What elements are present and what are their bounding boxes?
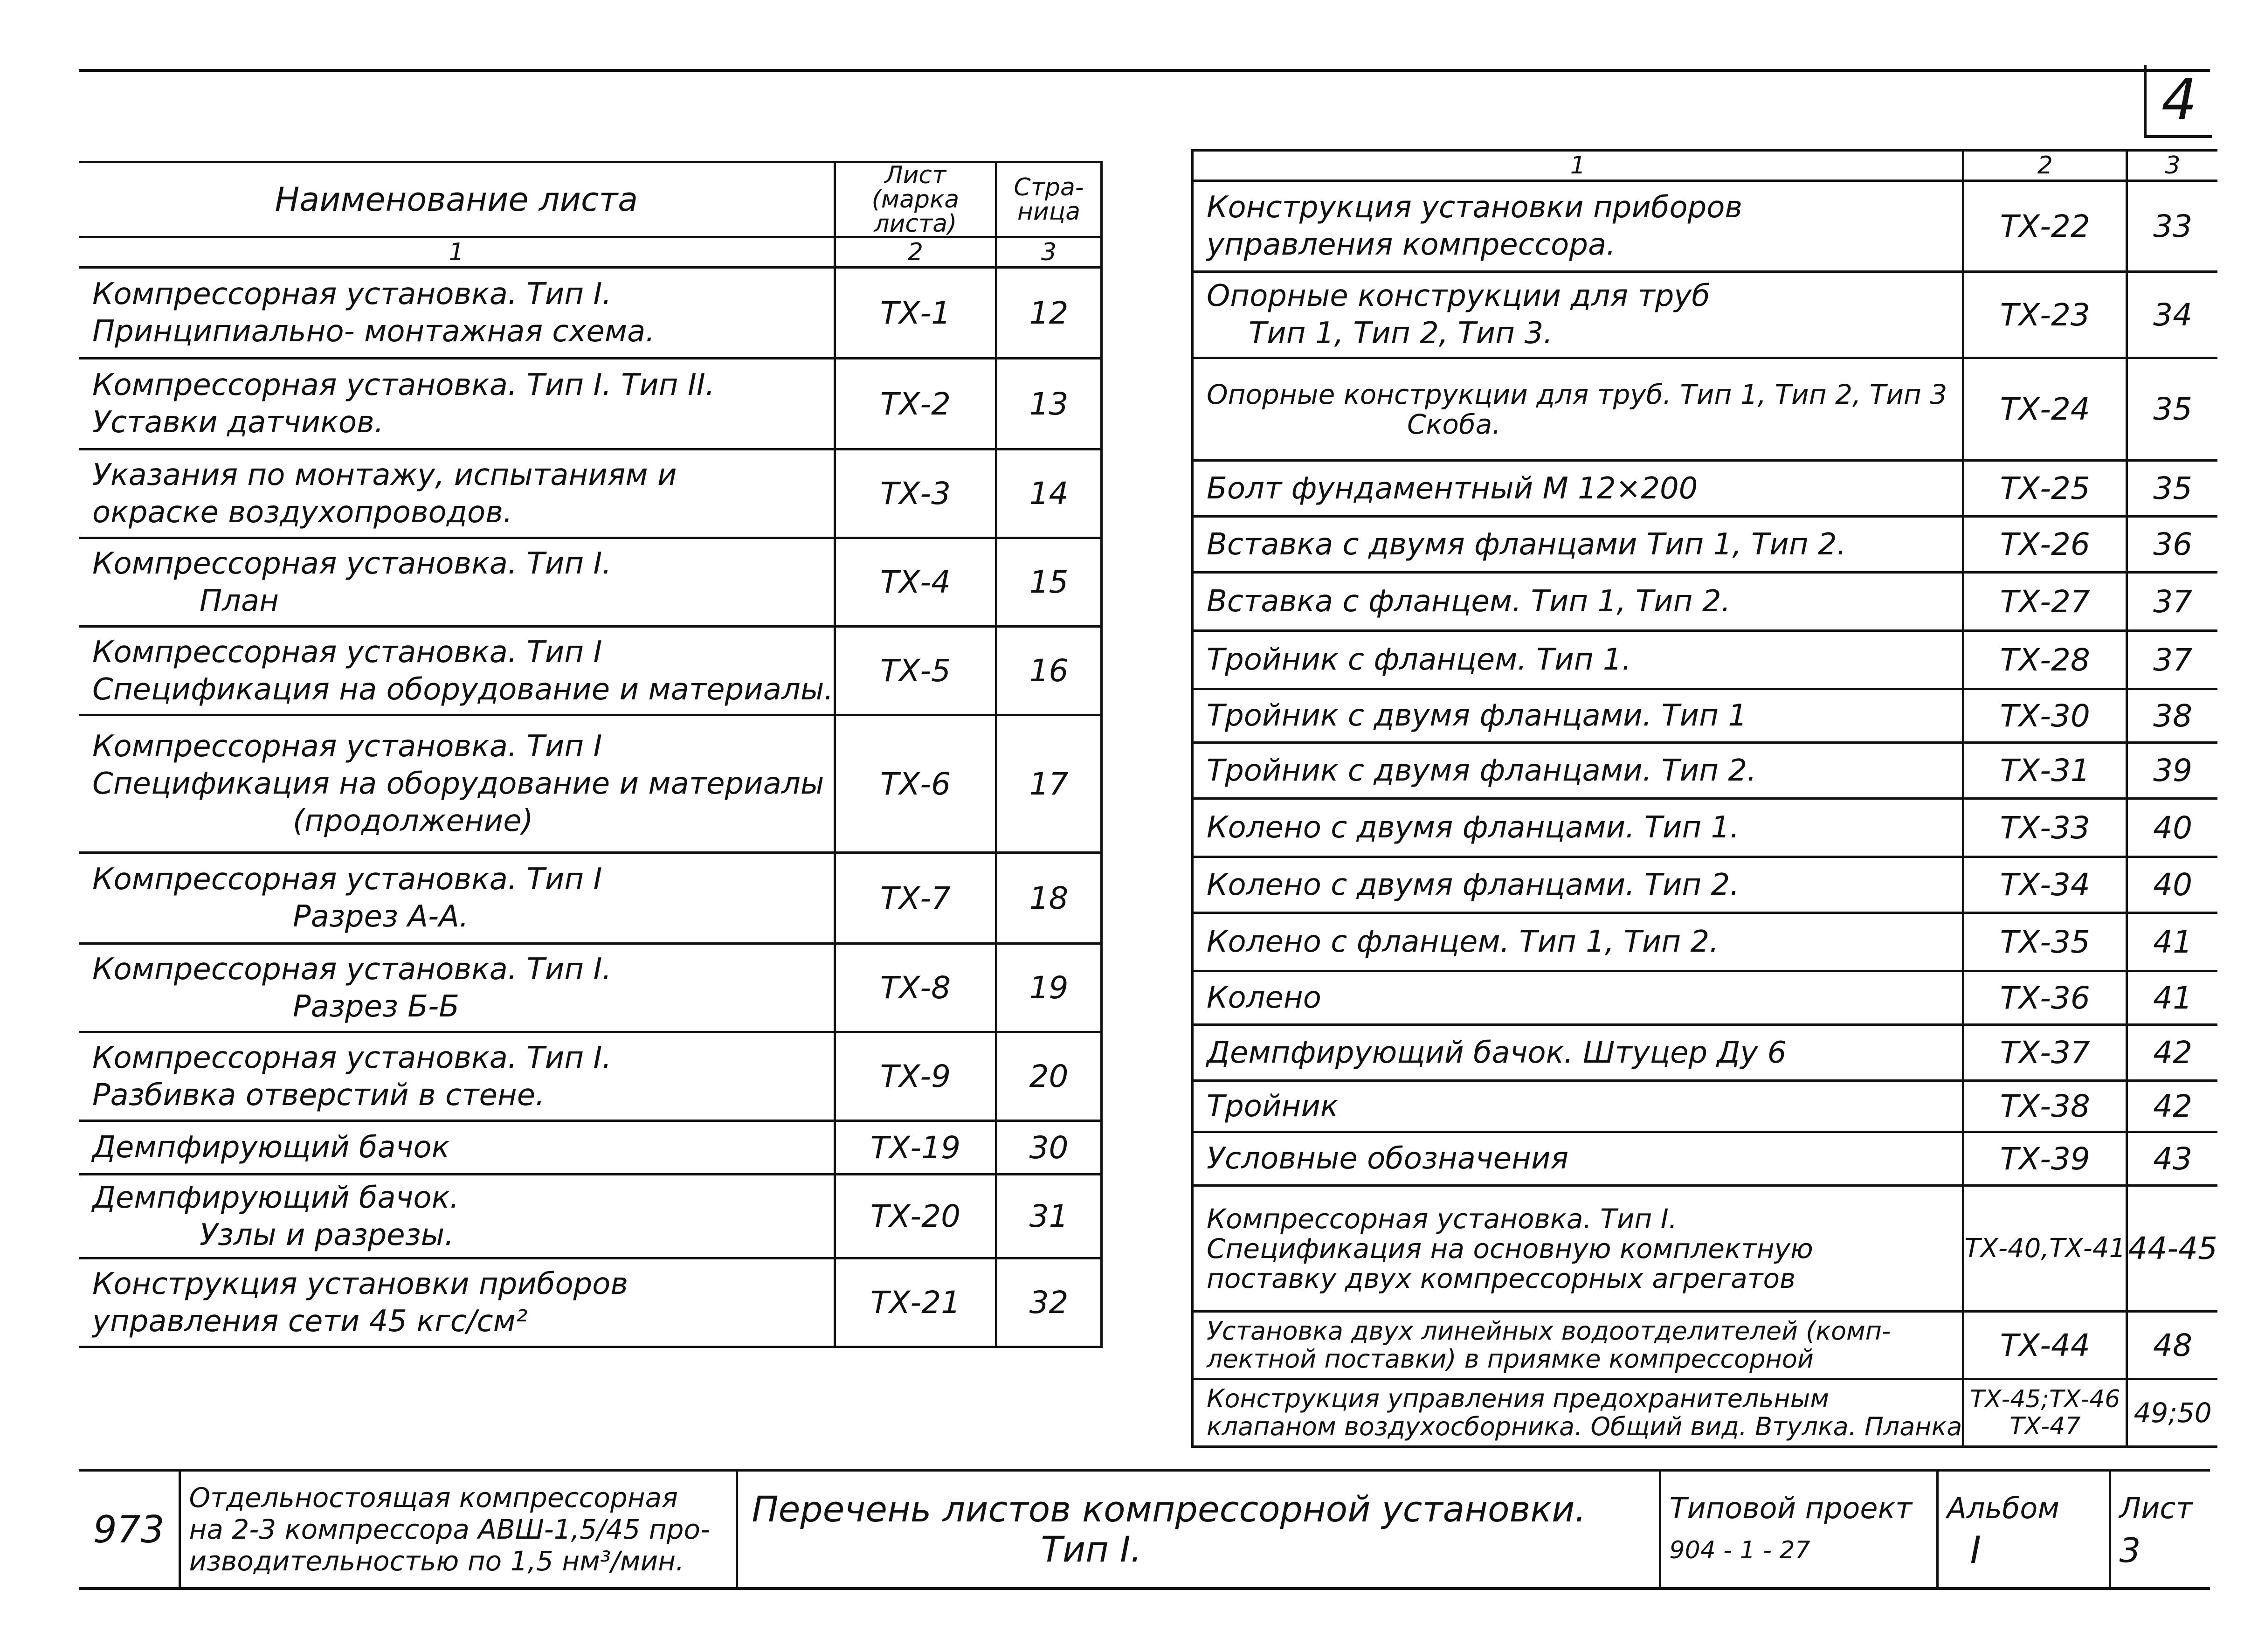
table-row: [79, 853, 1102, 944]
row-title: Спецификация на оборудование и материалы: [92, 767, 824, 801]
sheet-mark: ТХ-37: [2000, 1035, 2090, 1071]
page-ref: 15: [1029, 564, 1069, 600]
page-ref: 42: [2153, 1088, 2193, 1124]
page-ref: 30: [1029, 1129, 1069, 1166]
table-row: [1193, 1025, 2217, 1081]
album-value: I: [1970, 1528, 1982, 1572]
row-title: Тройник: [1207, 1089, 1339, 1124]
sheet-mark: ТХ-27: [2000, 583, 2090, 620]
page-ref: 43: [2153, 1141, 2193, 1177]
project-number: 904 - 1 - 27: [1669, 1536, 1810, 1564]
table-row: [79, 538, 1102, 627]
album-label: Альбом: [1947, 1491, 2060, 1525]
page-ref: 17: [1029, 766, 1069, 802]
table-row: [79, 1032, 1102, 1121]
sheet-mark: ТХ-39: [2000, 1141, 2090, 1177]
page-ref: 33: [2153, 208, 2193, 244]
row-title: Колено: [1207, 981, 1321, 1015]
row-title: Разрез А-А.: [293, 899, 469, 934]
sheet-mark: ТХ-25: [2000, 470, 2090, 506]
table-row: [1193, 689, 2217, 743]
col-number: 2: [907, 238, 923, 266]
page-ref: 35: [2153, 391, 2193, 427]
row-title: управления сети 45 кгс/см²: [92, 1304, 528, 1339]
page-ref: 14: [1029, 476, 1069, 511]
table-row: [79, 627, 1102, 715]
header-mark-line: Лист: [884, 161, 946, 189]
row-title: Тройник с двумя фланцами. Тип 2.: [1207, 753, 1757, 788]
sheet-mark: ТХ-21: [870, 1285, 961, 1320]
sheet-mark: ТХ-6: [880, 766, 951, 802]
table-row: [1193, 1312, 2217, 1379]
page-ref: 41: [2153, 924, 2193, 960]
left-header-row: [79, 162, 1102, 237]
page-ref: 31: [1029, 1198, 1069, 1234]
sheet-mark: ТХ-2: [880, 386, 951, 422]
row-title: Компрессорная установка. Тип I: [92, 635, 602, 670]
col-number: 3: [2165, 152, 2181, 180]
table-row: [79, 449, 1102, 538]
table-row: [1193, 1379, 2217, 1447]
row-title: Принципиально- монтажная схема.: [92, 314, 655, 349]
row-title: Вставка с двумя фланцами Тип 1, Тип 2.: [1207, 527, 1846, 562]
row-title: Колено с фланцем. Тип 1, Тип 2.: [1207, 925, 1719, 959]
row-title: Болт фундаментный М 12×200: [1207, 471, 1698, 506]
header-mark-line: (марка: [871, 186, 960, 214]
row-title: Конструкция установки приборов: [1207, 190, 1743, 225]
sheet-mark: ТХ-8: [880, 970, 951, 1006]
sheet-mark: ТХ-30: [2000, 698, 2090, 734]
row-title: окраске воздухопроводов.: [92, 495, 513, 530]
row-title: Тип 1, Тип 2, Тип 3.: [1249, 316, 1553, 351]
sheet-mark: ТХ-3: [880, 476, 951, 511]
row-title: Колено с двумя фланцами. Тип 1.: [1207, 810, 1740, 845]
page-ref: 34: [2153, 297, 2193, 333]
sheet-mark: ТХ-28: [2000, 642, 2090, 678]
row-title: Уставки датчиков.: [92, 405, 384, 440]
title-block: [79, 1469, 2210, 1590]
row-title: Компрессорная установка. Тип I. Тип II.: [92, 368, 715, 402]
sheet-mark: ТХ-33: [2000, 809, 2090, 846]
document-title: Перечень листов компрессорной установки.: [752, 1488, 1586, 1530]
row-title: управления компрессора.: [1207, 228, 1616, 262]
table-row: [1193, 913, 2217, 971]
table-row: [1193, 743, 2217, 799]
row-title: Тройник с фланцем. Тип 1.: [1207, 643, 1631, 677]
sheet-label: Лист: [2119, 1491, 2193, 1525]
page-ref: 35: [2153, 470, 2193, 506]
page-ref: 20: [1029, 1058, 1069, 1094]
sheet-mark: ТХ-24: [2000, 391, 2090, 427]
page-ref: 40: [2153, 809, 2193, 846]
row-title: Колено с двумя фланцами. Тип 2.: [1207, 867, 1740, 902]
row-title: Разрез Б-Б: [293, 989, 460, 1024]
page-ref: 49;50: [2134, 1397, 2212, 1429]
header-mark-line: листа): [874, 210, 957, 238]
row-title: Демпфирующий бачок. Штуцер Ду 6: [1207, 1035, 1787, 1070]
page-ref: 37: [2153, 583, 2193, 620]
row-title: Тройник с двумя фланцами. Тип 1: [1207, 698, 1747, 733]
row-title: Скоба.: [1407, 408, 1501, 440]
row-title: Демпфирующий бачок.: [92, 1180, 459, 1215]
sheet-mark: ТХ-40,ТХ-41: [1964, 1233, 2126, 1264]
row-title: Спецификация на оборудование и материалы.: [92, 672, 834, 707]
object-description: Отдельностоящая компрессорная: [189, 1482, 678, 1514]
table-row: [1193, 461, 2217, 517]
row-title: Компрессорная установка. Тип I.: [92, 546, 612, 581]
sheet-mark: ТХ-22: [2000, 208, 2090, 244]
table-row: [79, 1121, 1102, 1175]
row-title: План: [200, 583, 279, 618]
row-title: Установка двух линейных водоотделителей (комп-: [1207, 1316, 1891, 1346]
col-number: 2: [2037, 152, 2053, 180]
row-title: поставку двух компрессорных агрегатов: [1207, 1262, 1796, 1294]
page-number-box: [2144, 65, 2212, 138]
table-row: [1193, 1081, 2217, 1132]
row-title: Разбивка отверстий в стене.: [92, 1078, 545, 1113]
row-title: Конструкция управления предохранительным: [1207, 1384, 1830, 1413]
table-row: [1193, 631, 2217, 689]
sheet-mark: ТХ-38: [2000, 1088, 2090, 1124]
table-row: [79, 1175, 1102, 1258]
table-row: [1193, 573, 2217, 631]
page-ref: 18: [1029, 880, 1069, 916]
row-title: Опорные конструкции для труб. Тип 1, Тип 2, Тип 3: [1207, 378, 1947, 410]
sheet-mark: ТХ-4: [880, 564, 951, 600]
col-number: 1: [1570, 152, 1586, 180]
page-number: 4: [2161, 68, 2197, 132]
table-row: [79, 268, 1102, 359]
table-row: [1193, 857, 2217, 913]
table-row: [1193, 517, 2217, 573]
col-number: 3: [1041, 238, 1057, 266]
row-title: Вставка с фланцем. Тип 1, Тип 2.: [1207, 584, 1731, 619]
row-title: Опорные конструкции для труб: [1207, 279, 1710, 313]
sheet-mark: ТХ-20: [870, 1198, 961, 1234]
row-title: Демпфирующий бачок: [92, 1130, 450, 1165]
sheet-mark: ТХ-7: [880, 880, 951, 916]
row-title: Компрессорная установка. Тип I.: [1207, 1203, 1678, 1235]
row-title: Указания по монтажу, испытаниям и: [92, 457, 677, 492]
page-ref: 42: [2153, 1035, 2193, 1071]
document-title: Тип I.: [1041, 1528, 1142, 1570]
row-title: Компрессорная установка. Тип I.: [92, 952, 612, 987]
sheet-mark: ТХ-44: [2000, 1327, 2090, 1363]
right-sheet-list-table: [1191, 149, 2217, 1448]
page-ref: 32: [1029, 1285, 1069, 1320]
table-row: [1193, 1132, 2217, 1186]
sheet-mark: ТХ-1: [880, 295, 951, 331]
sheet-mark: ТХ-23: [2000, 297, 2090, 333]
page-ref: 19: [1029, 970, 1069, 1006]
row-title: Компрессорная установка. Тип I.: [92, 277, 612, 311]
project-label: Типовой проект: [1669, 1491, 1913, 1525]
table-row: [1193, 358, 2217, 461]
page-ref: 38: [2153, 698, 2193, 734]
header-page-line: ница: [1017, 198, 1081, 226]
sheet-mark: ТХ-26: [2000, 526, 2090, 562]
row-title: Узлы и разрезы.: [200, 1217, 454, 1252]
page-ref: 48: [2153, 1327, 2193, 1363]
row-title: Конструкция установки приборов: [92, 1266, 628, 1301]
table-row: [1193, 272, 2217, 358]
sheet-mark: ТХ-35: [2000, 924, 2090, 960]
sheet-mark: ТХ-5: [880, 653, 951, 689]
page-ref: 36: [2153, 526, 2193, 562]
page-ref: 41: [2153, 980, 2193, 1016]
table-row: [1193, 799, 2217, 857]
page-ref: 12: [1029, 295, 1069, 331]
sheet-mark: ТХ-36: [2000, 980, 2090, 1016]
sheet-mark: ТХ-19: [870, 1129, 961, 1166]
row-title: (продолжение): [293, 804, 533, 838]
table-row: [79, 944, 1102, 1032]
top-rule: [79, 69, 2210, 72]
year: 973: [93, 1507, 165, 1551]
row-title: Компрессорная установка. Тип I: [92, 862, 602, 897]
object-description: изводительностью по 1,5 нм³/мин.: [189, 1545, 684, 1577]
table-row: [79, 715, 1102, 853]
table-row: [1193, 1186, 2217, 1312]
header-name: Наименование листа: [275, 180, 638, 219]
left-sheet-list-table: [79, 161, 1103, 1348]
page-ref: 40: [2153, 867, 2193, 903]
row-title: Компрессорная установка. Тип I: [92, 729, 602, 764]
table-row: [1193, 181, 2217, 272]
page-ref: 39: [2153, 753, 2193, 788]
col-number: 1: [449, 238, 464, 266]
page-ref: 37: [2153, 642, 2193, 678]
sheet-mark: ТХ-31: [2000, 753, 2090, 788]
page-ref: 16: [1029, 653, 1069, 689]
row-title: Компрессорная установка. Тип I.: [92, 1040, 612, 1075]
page-ref: 13: [1029, 386, 1069, 422]
sheet-mark: ТХ-9: [880, 1058, 951, 1094]
table-row: [79, 1258, 1102, 1347]
row-title: клапаном воздухосборника. Общий вид. Втулка. Планка: [1207, 1412, 1962, 1441]
header-page-line: Стра-: [1014, 173, 1084, 201]
right-colnum-row: [1193, 151, 2217, 181]
sheet-mark: ТХ-45;ТХ-46: [1970, 1385, 2120, 1413]
row-title: Условные обозначения: [1207, 1141, 1569, 1176]
sheet-mark: ТХ-47: [2009, 1412, 2081, 1440]
table-row: [79, 359, 1102, 449]
sheet-value: 3: [2119, 1531, 2141, 1570]
page-ref: 44-45: [2128, 1230, 2217, 1266]
left-colnum-row: [79, 237, 1102, 268]
row-title: лектной поставки) в приямке компрессорной: [1207, 1344, 1814, 1374]
object-description: на 2-3 компрессора АВШ-1,5/45 про-: [189, 1514, 710, 1545]
row-title: Спецификация на основную комплектную: [1207, 1232, 1813, 1265]
table-row: [1193, 971, 2217, 1025]
sheet-mark: ТХ-34: [2000, 867, 2090, 903]
